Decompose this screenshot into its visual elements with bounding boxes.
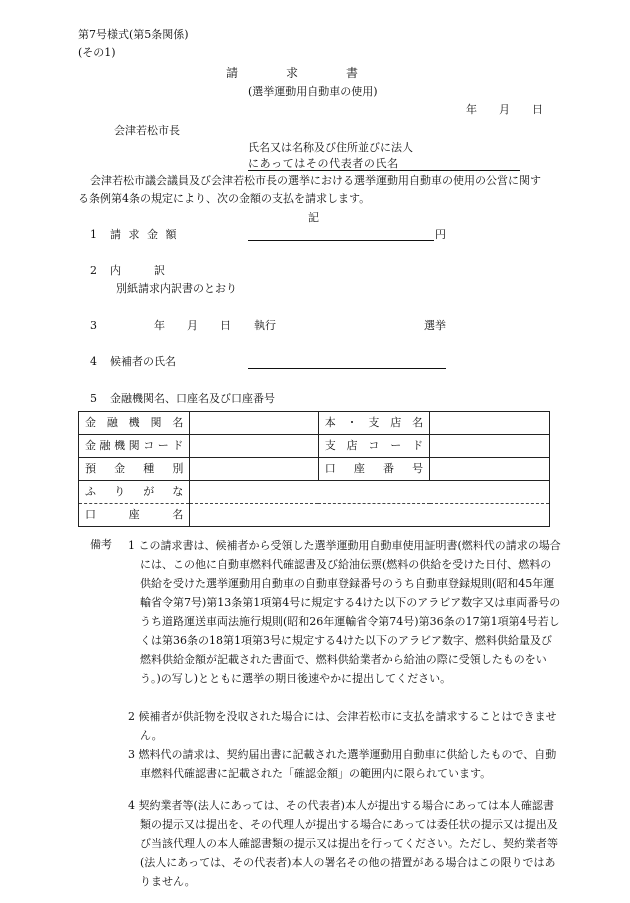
item4-label: 候補者の氏名 [110,355,176,368]
note-2-text: 候補者が供託物を没収された場合には、会津若松市に支払を請求することはできません。 [138,710,557,742]
applicant-label-2: にあってはその代表者の氏名 [248,157,399,170]
account-number-label: 口座番号 [318,458,429,481]
furigana-field[interactable] [190,481,550,504]
furigana-label: ふりがな [79,481,190,504]
form-part: (その1) [78,46,116,59]
claim-amount-field[interactable] [248,240,434,241]
branch-code-label: 支店コード [318,435,429,458]
bank-code-field[interactable] [190,435,318,458]
bank-code-label: 金融機関コード [79,435,190,458]
page-subtitle: (選挙運動用自動車の使用) [248,85,378,98]
page-title: 請 求 書 [226,66,359,80]
note-1-text: この請求書は、候補者から受領した選挙運動用自動車使用証明書(燃料代の請求の場合には、この他に自動車燃料代確認書及び給油伝票(燃料の供給を受けた日付、燃料の供給を受けた選挙運動用自動車の自動車登録番号のうち自動車登録規則(昭和45年運輸省令第7号)第13条第1項第4号に規定する4けた以下のアラビア数字又は車両番号のうち道路運送車両法施行規則(昭和26年運輸省令第74号)第36条の17第1項第4号若しくは第36条の18第1項第3号に規定する4けた以下のアラビア数字、燃料供給量及び燃料供給金額が記載された書面で、燃料供給業者から給油の際に受領したものをいう。)の写し)とともに選挙の期日後速やかに提出してください。 [138,539,561,685]
item2-text: 別紙請求内訳書のとおり [116,282,237,295]
item5-num: 5 [90,392,97,405]
table-row [79,458,550,481]
item3-exec: 執行 [254,319,276,332]
intro-text: 会津若松市議会議員及び会津若松市長の選挙における選挙運動用自動車の使用の公営に関する条例第4条の規定により、次の金額の支払を請求します。 [78,174,541,205]
bank-account-table [78,411,550,527]
table-row [79,481,550,504]
note-2 [128,707,562,745]
bank-name-field[interactable] [190,412,318,435]
note-4-text: 契約業者等(法人にあっては、その代表者)本人が提出する場合にあっては本人確認書類の提示又は提出を、その代理人が提出する場合にあっては委任状の提示又は提出及び当該代理人の本人確認書類の提示又は提出を行ってください。ただし、契約業者等(法人にあっては、その代表者)本人の署名その他の措置がある場合はこの限りではありません。 [138,799,558,888]
note-3 [128,745,562,783]
note-3-num: 3 [128,748,135,761]
table-row [79,435,550,458]
note-1 [128,536,562,688]
item4-num: 4 [90,355,97,368]
branch-name-label: 本・支店名 [318,412,429,435]
item2-label: 内 訳 [110,264,165,277]
form-id: 第7号様式(第5条関係) [78,28,189,41]
applicant-name-line[interactable] [248,170,520,171]
item2-num: 2 [90,264,97,277]
item1-unit: 円 [435,228,446,241]
note-1-num: 1 [128,539,135,552]
deposit-type-field[interactable] [190,458,318,481]
branch-code-field[interactable] [430,435,550,458]
branch-name-field[interactable] [430,412,550,435]
item3-election: 選挙 [424,319,446,332]
addressee: 会津若松市長 [114,124,180,137]
note-4-num: 4 [128,799,135,812]
item1-num: 1 [90,228,97,241]
notes-head: 備考 [90,538,112,551]
account-name-label: 口座名 [79,504,190,527]
note-3-text: 燃料代の請求は、契約届出書に記載された選挙運動用自動車に供給したもので、自動車燃料代確認書に記載された「確認金額」の範囲内に限られています。 [138,748,557,780]
account-number-field[interactable] [430,458,550,481]
ki-label: 記 [308,211,319,224]
candidate-name-field[interactable] [248,368,446,369]
table-row [79,412,550,435]
account-name-field[interactable] [190,504,550,527]
bank-name-label: 金融機関名 [79,412,190,435]
deposit-type-label: 預金種別 [79,458,190,481]
item3-num: 3 [90,319,97,332]
applicant-label-1: 氏名又は名称及び住所並びに法人 [248,141,413,154]
item3-date: 年 月 日 [154,319,231,332]
note-2-num: 2 [128,710,135,723]
item5-label: 金融機関名、口座名及び口座番号 [110,392,275,405]
date-line: 年 月 日 [466,103,543,116]
table-row [79,504,550,527]
note-4 [128,796,562,891]
item1-label: 請 求 金 額 [110,228,179,241]
